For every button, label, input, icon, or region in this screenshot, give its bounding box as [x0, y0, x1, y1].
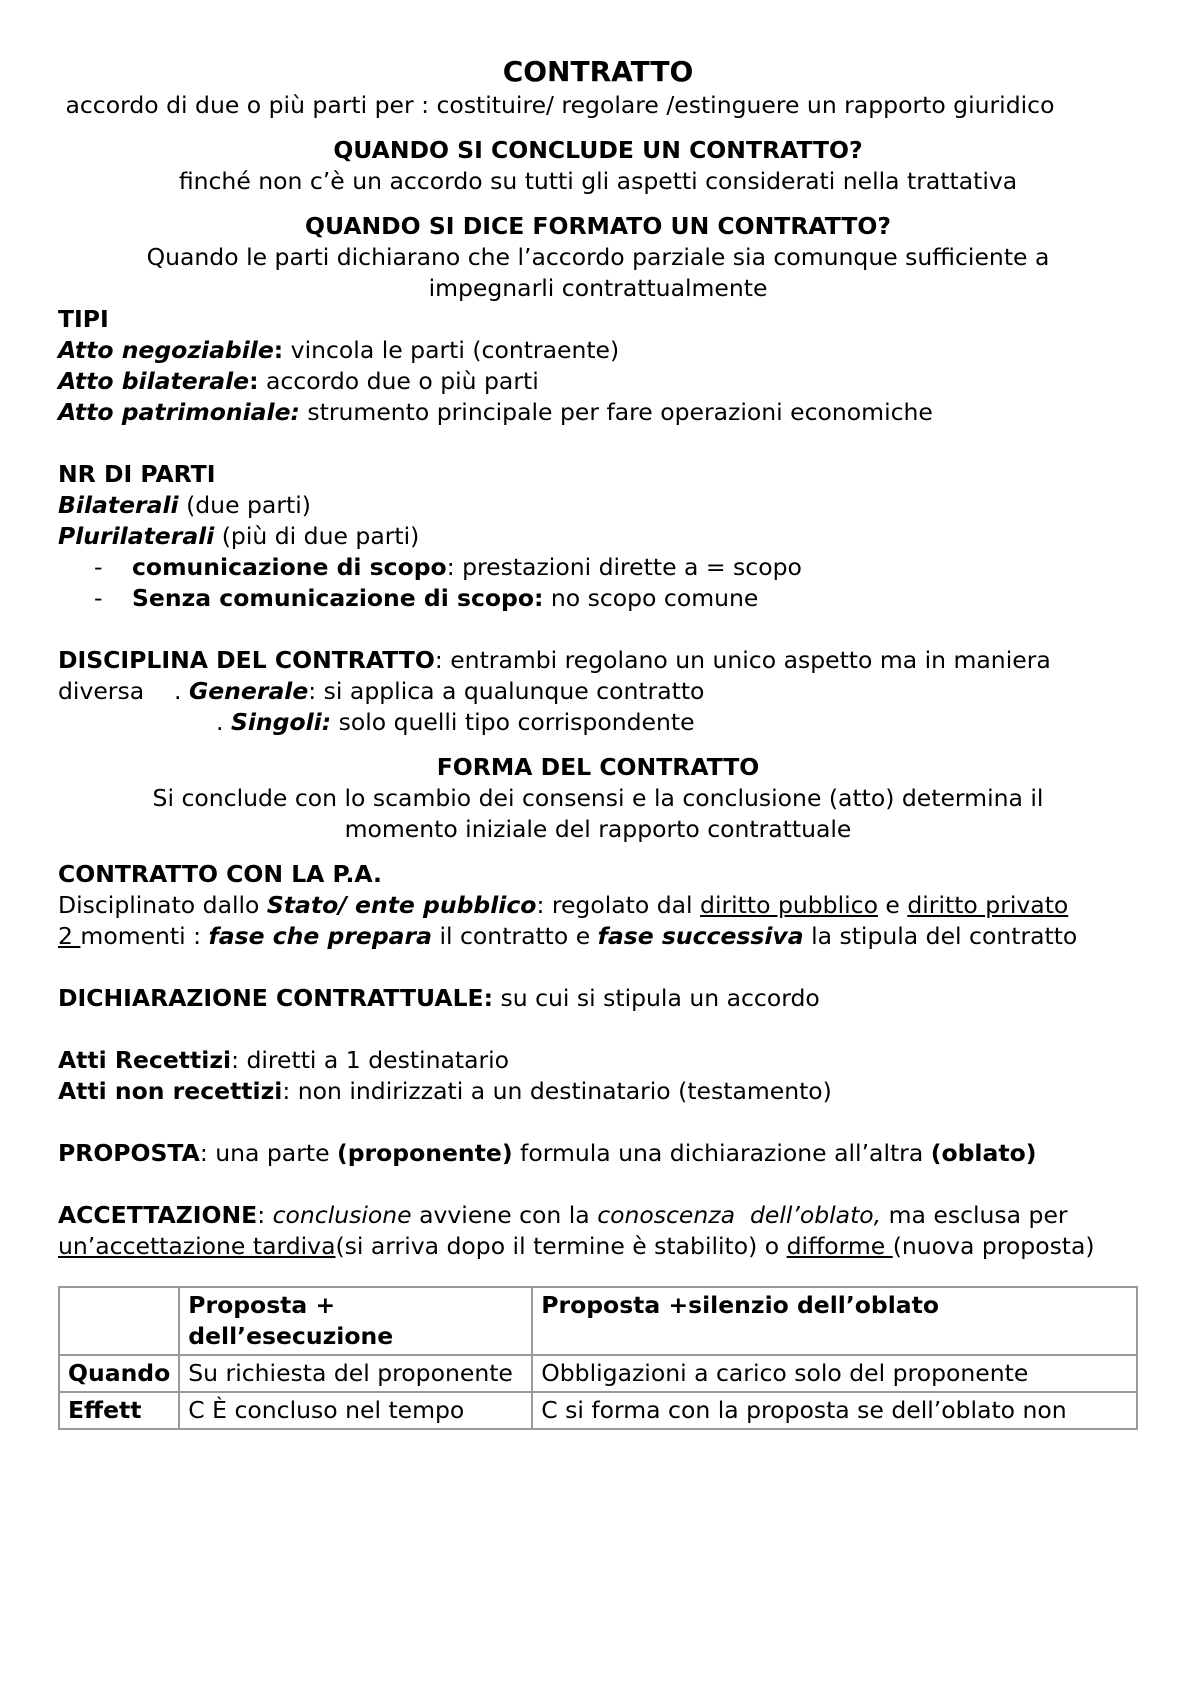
table-header-cell: Proposta +silenzio dell’oblato — [532, 1287, 1137, 1355]
tipi-sep: : — [273, 336, 284, 364]
accettazione-conoscenza: conoscenza dell’oblato, — [597, 1201, 882, 1229]
table-cell: C È concluso nel tempo — [179, 1392, 532, 1429]
parti-desc: (più di due parti) — [214, 522, 420, 550]
proposta-text: : una parte — [199, 1139, 337, 1167]
atti-desc: : diretti a 1 destinatario — [231, 1046, 510, 1074]
pa-stato-term: Stato/ ente pubblico — [266, 891, 537, 919]
tipi-desc: vincola le parti (contraente) — [283, 336, 620, 364]
atti-item — [58, 1076, 1138, 1107]
parti-sublist — [58, 552, 1138, 614]
pa-heading: CONTRATTO CON LA P.A. — [58, 860, 382, 888]
disciplina-heading: DISCIPLINA DEL CONTRATTO — [58, 646, 435, 674]
tipi-sep: : — [249, 367, 259, 395]
dichiarazione-paragraph — [58, 983, 1138, 1014]
table-header-cell: Proposta + dell’esecuzione — [179, 1287, 532, 1355]
tipi-desc: strumento principale per fare operazioni economiche — [299, 398, 933, 426]
disciplina-text: : entrambi regolano un unico aspetto ma in maniera diversa — [58, 646, 1059, 705]
pa-momenti-number: 2 — [58, 922, 81, 950]
table-cell: Obbligazioni a carico solo del proponente — [532, 1355, 1137, 1392]
pa-text: la stipula del contratto — [803, 922, 1078, 950]
parti-item — [58, 490, 1138, 521]
accettazione-text: avviene con la — [411, 1201, 598, 1229]
proposta-text: formula una dichiarazione all’altra — [512, 1139, 931, 1167]
parti-term: Plurilaterali — [58, 522, 215, 550]
pa-text: il contratto e — [432, 922, 598, 950]
accettazione-text: ma esclusa per — [881, 1201, 1068, 1229]
table-row-label: Effett — [59, 1392, 179, 1429]
tipi-item — [58, 335, 1138, 366]
tipi-term: Atto negoziabile — [58, 336, 274, 364]
accettazione-text: (nuova proposta) — [892, 1232, 1095, 1260]
table-row — [59, 1392, 1137, 1429]
accettazione-heading: ACCETTAZIONE — [58, 1201, 258, 1229]
accettazione-text: : — [257, 1201, 273, 1229]
table-cell: C si forma con la proposta se dell’oblato non — [532, 1392, 1137, 1429]
atti-desc: : non indirizzati a un destinatario (testamento) — [282, 1077, 832, 1105]
table-row-label: Quando — [59, 1355, 179, 1392]
subitem-desc: : prestazioni dirette a = scopo — [446, 553, 802, 581]
tipi-desc: accordo due o più parti — [258, 367, 539, 395]
table-row — [59, 1355, 1137, 1392]
q1-heading: QUANDO SI CONCLUDE UN CONTRATTO? — [333, 136, 863, 164]
document-page — [58, 54, 1138, 1430]
pa-diritto-pubblico: diritto pubblico — [700, 891, 878, 919]
disciplina-generale-desc: : si applica a qualunque contratto — [308, 677, 705, 705]
disciplina-singoli-desc: solo quelli tipo corrispondente — [331, 708, 695, 736]
forma-heading: FORMA DEL CONTRATTO — [436, 753, 760, 781]
tipi-item — [58, 397, 1138, 428]
disciplina-generale-term: Generale — [188, 677, 309, 705]
disciplina-singoli-term: Singoli: — [230, 708, 332, 736]
table-header-row — [59, 1287, 1137, 1355]
accettazione-tardiva: un’accettazione tardiva — [58, 1232, 336, 1260]
disciplina-paragraph — [58, 645, 1138, 707]
dichiarazione-text: su cui si stipula un accordo — [493, 984, 820, 1012]
pa-text: momenti : — [80, 922, 209, 950]
atti-term: Atti non recettizi — [58, 1077, 283, 1105]
subitem-term: comunicazione di scopo — [132, 553, 447, 581]
pa-fase-prepara: fase che prepara — [208, 922, 432, 950]
accettazione-conclusione: conclusione — [272, 1201, 412, 1229]
pa-paragraph — [58, 890, 1138, 921]
parti-desc: (due parti) — [178, 491, 311, 519]
tipi-item — [58, 366, 1138, 397]
proposta-oblato: (oblato) — [930, 1139, 1037, 1167]
proposta-proponente: (proponente) — [337, 1139, 513, 1167]
pa-text: : regolato dal — [536, 891, 701, 919]
pa-momenti-paragraph — [58, 921, 1138, 952]
accettazione-difforme: difforme — [786, 1232, 893, 1260]
forma-text: Si conclude con lo scambio dei consensi e la conclusione (atto) determina il momento iniziale del rapporto contrattuale — [152, 784, 1044, 843]
proposta-paragraph — [58, 1138, 1138, 1169]
atti-term: Atti Recettizi — [58, 1046, 232, 1074]
tipi-term: Atto patrimoniale — [58, 398, 291, 426]
q2-heading: QUANDO SI DICE FORMATO UN CONTRATTO? — [304, 212, 892, 240]
pa-text: e — [877, 891, 908, 919]
pa-text: Disciplinato dallo — [58, 891, 267, 919]
atti-item — [58, 1045, 1138, 1076]
accettazione-paragraph — [58, 1200, 1138, 1262]
tipi-sep: : — [290, 398, 300, 426]
definition-text: accordo di due o più parti per : costituire/ regolare /estinguere un rapporto giuridico — [58, 91, 1055, 119]
pa-fase-successiva: fase successiva — [597, 922, 804, 950]
parti-item — [58, 521, 1138, 552]
disciplina-bullet: . — [144, 677, 189, 705]
table-cell: Su richiesta del proponente — [179, 1355, 532, 1392]
subitem-desc: no scopo comune — [543, 584, 759, 612]
disciplina-singoli-line — [58, 707, 1138, 738]
parti-term: Bilaterali — [58, 491, 179, 519]
parti-subitem — [94, 552, 1138, 583]
comparison-table — [58, 1286, 1138, 1430]
pa-diritto-privato: diritto privato — [907, 891, 1069, 919]
disciplina-bullet: . — [216, 708, 231, 736]
proposta-heading: PROPOSTA — [58, 1139, 200, 1167]
q1-text: finché non c’è un accordo su tutti gli aspetti considerati nella trattativa — [178, 167, 1018, 195]
parti-subitem — [94, 583, 1138, 614]
dichiarazione-heading: DICHIARAZIONE CONTRATTUALE: — [58, 984, 493, 1012]
table-header-cell — [59, 1287, 179, 1355]
q2-text: Quando le parti dichiarano che l’accordo parziale sia comunque sufficiente a impegnarli contrattualmente — [146, 243, 1050, 302]
subitem-term: Senza comunicazione di scopo: — [132, 584, 544, 612]
parti-heading: NR DI PARTI — [58, 460, 216, 488]
tipi-heading: TIPI — [58, 305, 109, 333]
document-title: CONTRATTO — [502, 55, 694, 88]
accettazione-text: (si arriva dopo il termine è stabilito) o — [335, 1232, 787, 1260]
tipi-term: Atto bilaterale — [58, 367, 250, 395]
